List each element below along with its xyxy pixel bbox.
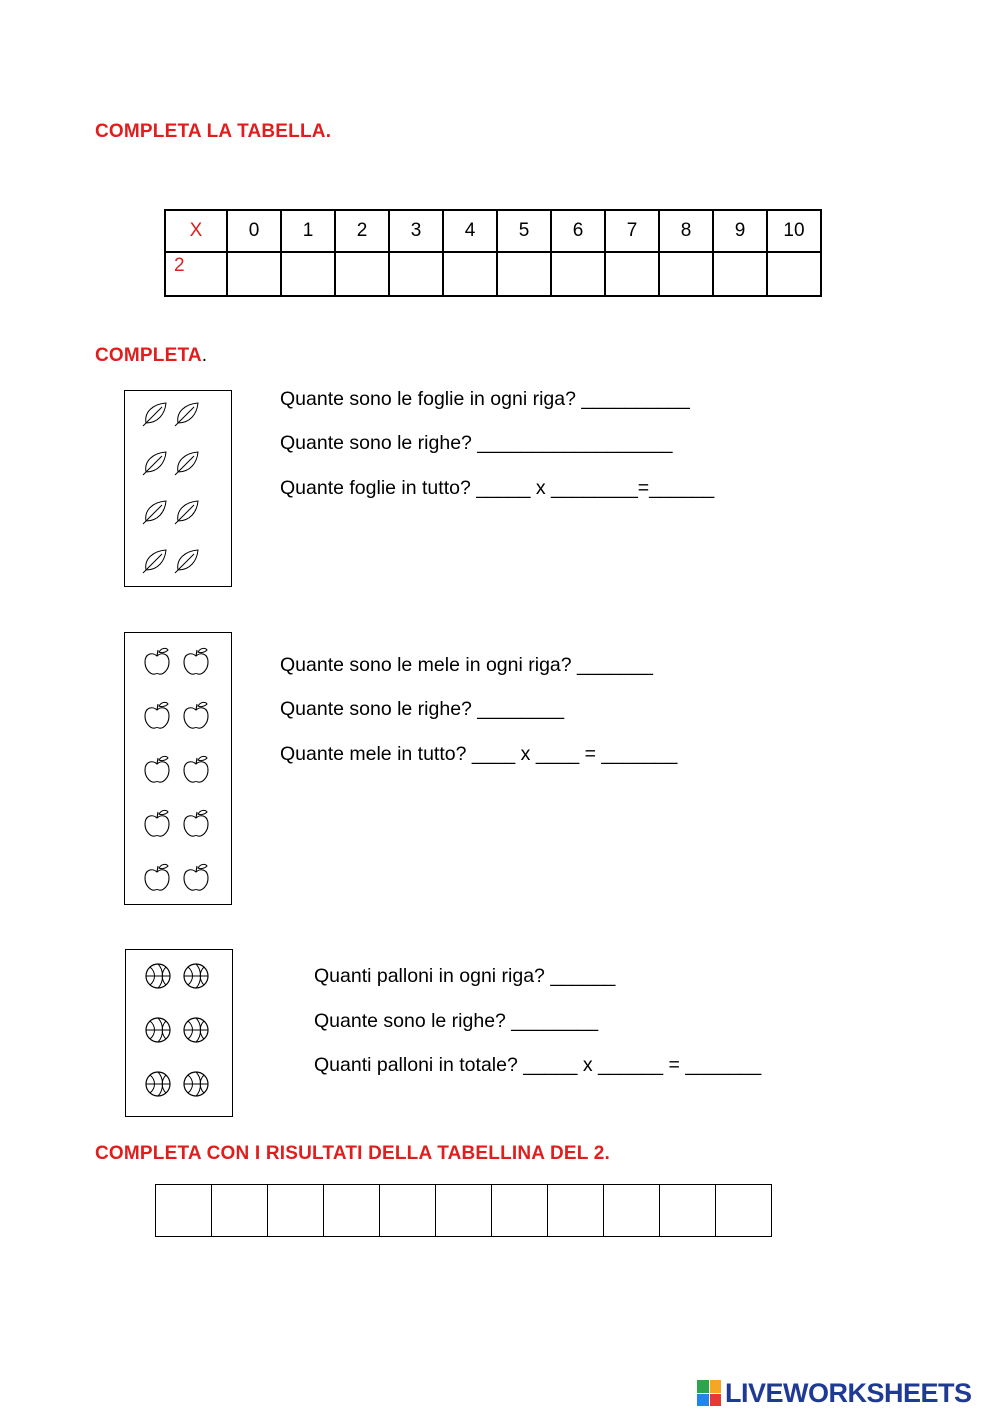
result-box[interactable] [324, 1185, 380, 1237]
result-box[interactable] [436, 1185, 492, 1237]
answer-cell[interactable] [659, 252, 713, 296]
answer-cell[interactable] [281, 252, 335, 296]
header-cell: 2 [335, 210, 389, 252]
answer-cell[interactable] [767, 252, 821, 296]
ball-icon [184, 1018, 208, 1042]
apples-question-per-row: Quante sono le mele in ogni riga? _______ [280, 654, 653, 676]
header-cell: 3 [389, 210, 443, 252]
multiplication-table [164, 209, 822, 297]
result-box[interactable] [380, 1185, 436, 1237]
result-box[interactable] [604, 1185, 660, 1237]
apple-icon [184, 702, 208, 728]
ball-icon [146, 1018, 170, 1042]
apple-icon [145, 756, 169, 782]
header-cell: 4 [443, 210, 497, 252]
apple-icon [145, 702, 169, 728]
balls-question-rows: Quante sono le righe? ________ [314, 1010, 599, 1032]
header-cell: 7 [605, 210, 659, 252]
heading-complete-text: COMPLETA [95, 345, 202, 366]
operator-cell: X [165, 210, 227, 252]
header-cell: 9 [713, 210, 767, 252]
ball-icon [146, 1072, 170, 1096]
logo-block [697, 1394, 709, 1407]
answer-cell[interactable] [335, 252, 389, 296]
result-box[interactable] [268, 1185, 324, 1237]
table-header-row [165, 210, 821, 252]
liveworksheets-logo [697, 1376, 972, 1410]
apples-question-rows: Quante sono le righe? ________ [280, 698, 565, 720]
result-box[interactable] [492, 1185, 548, 1237]
header-cell: 5 [497, 210, 551, 252]
leaves-picture [124, 390, 232, 587]
heading-complete-results: COMPLETA CON I RISULTATI DELLA TABELLINA DEL 2. [95, 1143, 610, 1164]
leaf-icon [175, 452, 198, 475]
result-box[interactable] [660, 1185, 716, 1237]
ball-icon [184, 1072, 208, 1096]
header-cell: 8 [659, 210, 713, 252]
header-cell: 1 [281, 210, 335, 252]
answer-cell[interactable] [443, 252, 497, 296]
apple-icon [145, 864, 169, 890]
results-table [155, 1184, 772, 1237]
apples-question-total: Quante mele in tutto? ____ x ____ = _______ [280, 743, 678, 765]
header-cell: 0 [227, 210, 281, 252]
logo-block [710, 1394, 722, 1407]
heading-dot: . [201, 345, 208, 366]
leaf-icon [175, 550, 198, 573]
leaf-icon [143, 452, 166, 475]
logo-text: LIVEWORKSHEETS [725, 1377, 972, 1408]
answer-cell[interactable] [227, 252, 281, 296]
logo-mark-icon [697, 1380, 721, 1406]
balls-picture [125, 949, 233, 1117]
result-box[interactable] [716, 1185, 772, 1237]
result-box[interactable] [156, 1185, 212, 1237]
apple-icon [145, 648, 169, 674]
apple-icon [184, 810, 208, 836]
answer-cell[interactable] [605, 252, 659, 296]
apples-picture [124, 632, 232, 905]
leaves-question-per-row: Quante sono le foglie in ogni riga? __________ [280, 388, 690, 410]
balls-question-total: Quanti palloni in totale? _____ x ______ = _______ [314, 1054, 762, 1076]
apple-icon [184, 648, 208, 674]
leaf-icon [175, 403, 198, 426]
heading-complete [95, 345, 207, 367]
leaf-icon [143, 501, 166, 524]
header-cell: 6 [551, 210, 605, 252]
logo-block [710, 1380, 722, 1393]
balls-question-per-row: Quanti palloni in ogni riga? ______ [314, 965, 616, 987]
results-row [156, 1185, 772, 1237]
leaf-icon [143, 403, 166, 426]
ball-icon [146, 964, 170, 988]
answer-cell[interactable] [713, 252, 767, 296]
apple-icon [184, 756, 208, 782]
heading-complete-table: COMPLETA LA TABELLA. [95, 121, 332, 142]
answer-cell[interactable] [497, 252, 551, 296]
apple-icon [184, 864, 208, 890]
result-box[interactable] [212, 1185, 268, 1237]
leaf-icon [175, 501, 198, 524]
leaves-question-total: Quante foglie in tutto? _____ x ________=______ [280, 477, 715, 499]
apples-grid [125, 633, 231, 904]
apple-icon [145, 810, 169, 836]
answer-cell[interactable] [389, 252, 443, 296]
header-cell: 10 [767, 210, 821, 252]
table-answer-row [165, 252, 821, 296]
leaves-grid [125, 391, 231, 586]
leaf-icon [143, 550, 166, 573]
result-box[interactable] [548, 1185, 604, 1237]
answer-cell[interactable] [551, 252, 605, 296]
leaves-question-rows: Quante sono le righe? __________________ [280, 432, 673, 454]
logo-block [697, 1380, 709, 1393]
ball-icon [184, 964, 208, 988]
balls-grid [126, 950, 232, 1116]
row-label-cell: 2 [165, 252, 227, 296]
